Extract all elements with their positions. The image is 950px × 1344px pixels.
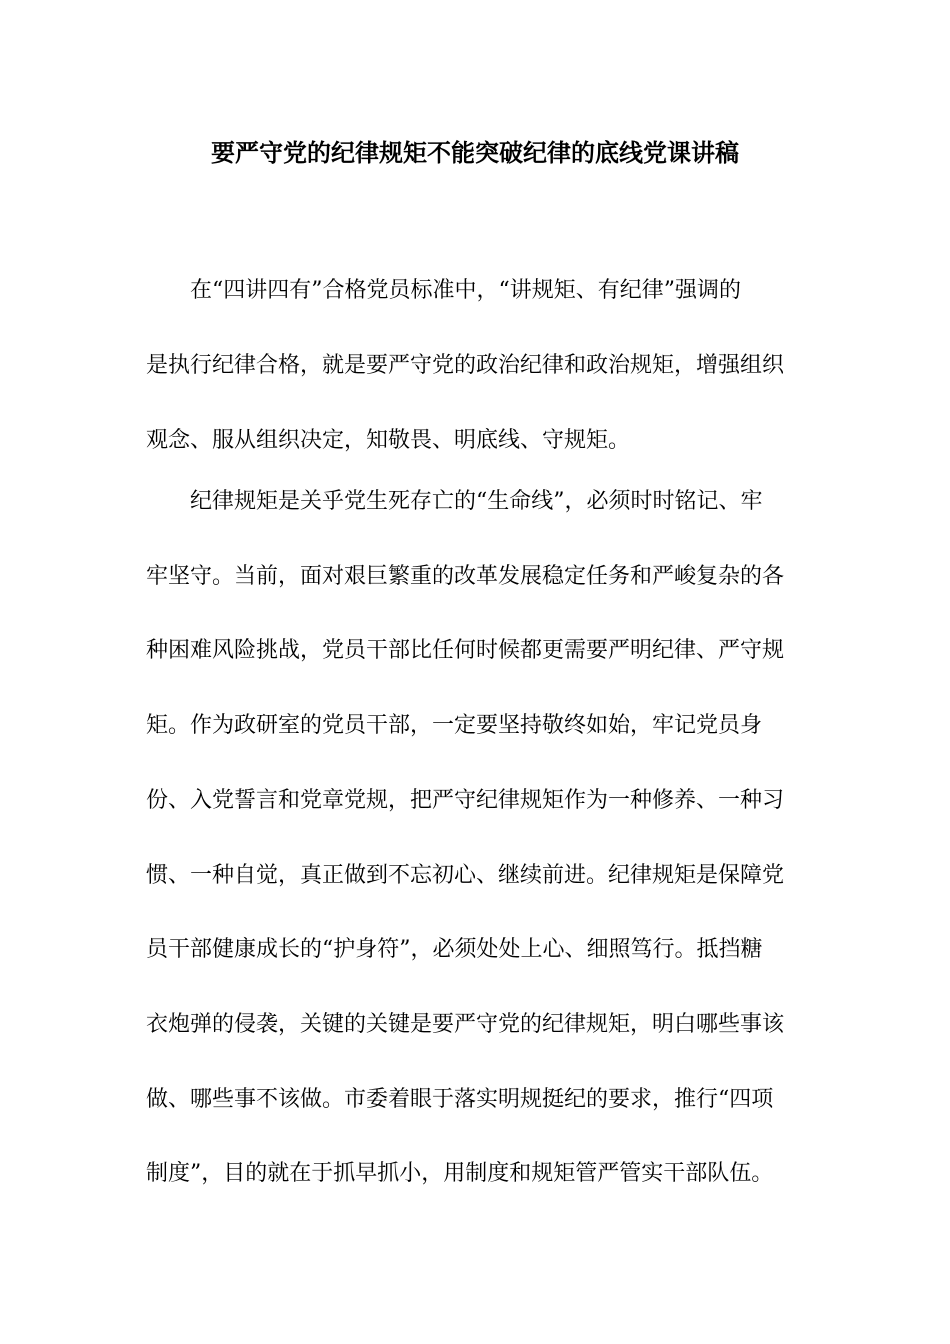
paragraph-2-line-10: 制度”，目的就在于抓早抓小，用制度和规矩管严管实干部队伍。 [146,1161,774,1186]
paragraph-2-line-9: 做、哪些事不该做。市委着眼于落实明规挺纪的要求，推行“四项 [146,1087,774,1112]
paragraph-2-line-5: 份、入党誓言和党章党规，把严守纪律规矩作为一种修养、一种习 [146,788,785,813]
paragraph-2-line-7: 员干部健康成长的“护身符”，必须处处上心、细照笃行。抵挡糖 [146,937,763,962]
document-title: 要严守党的纪律规矩不能突破纪律的底线党课讲稿 [211,138,739,167]
paragraph-2-line-6: 惯、一种自觉，真正做到不忘初心、继续前进。纪律规矩是保障党 [146,863,785,888]
paragraph-1-line-2: 是执行纪律合格，就是要严守党的政治纪律和政治规矩，增强组织 [146,353,785,378]
paragraph-2-line-2: 牢坚守。当前，面对艰巨繁重的改革发展稳定任务和严峻复杂的各 [146,564,785,589]
paragraph-2-line-1: 纪律规矩是关乎党生死存亡的“生命线”，必须时时铭记、牢 [190,489,763,514]
paragraph-2-line-4: 矩。作为政研室的党员干部，一定要坚持敬终如始，牢记党员身 [146,713,763,738]
paragraph-2-line-8: 衣炮弹的侵袭，关键的关键是要严守党的纪律规矩，明白哪些事该 [146,1012,785,1037]
paragraph-1-line-1: 在“四讲四有”合格党员标准中，“讲规矩、有纪律”强调的 [190,278,741,303]
paragraph-1-line-3: 观念、服从组织决定，知敬畏、明底线、守规矩。 [146,428,631,453]
paragraph-2-line-3: 种困难风险挑战，党员干部比任何时候都更需要严明纪律、严守规 [146,638,785,663]
